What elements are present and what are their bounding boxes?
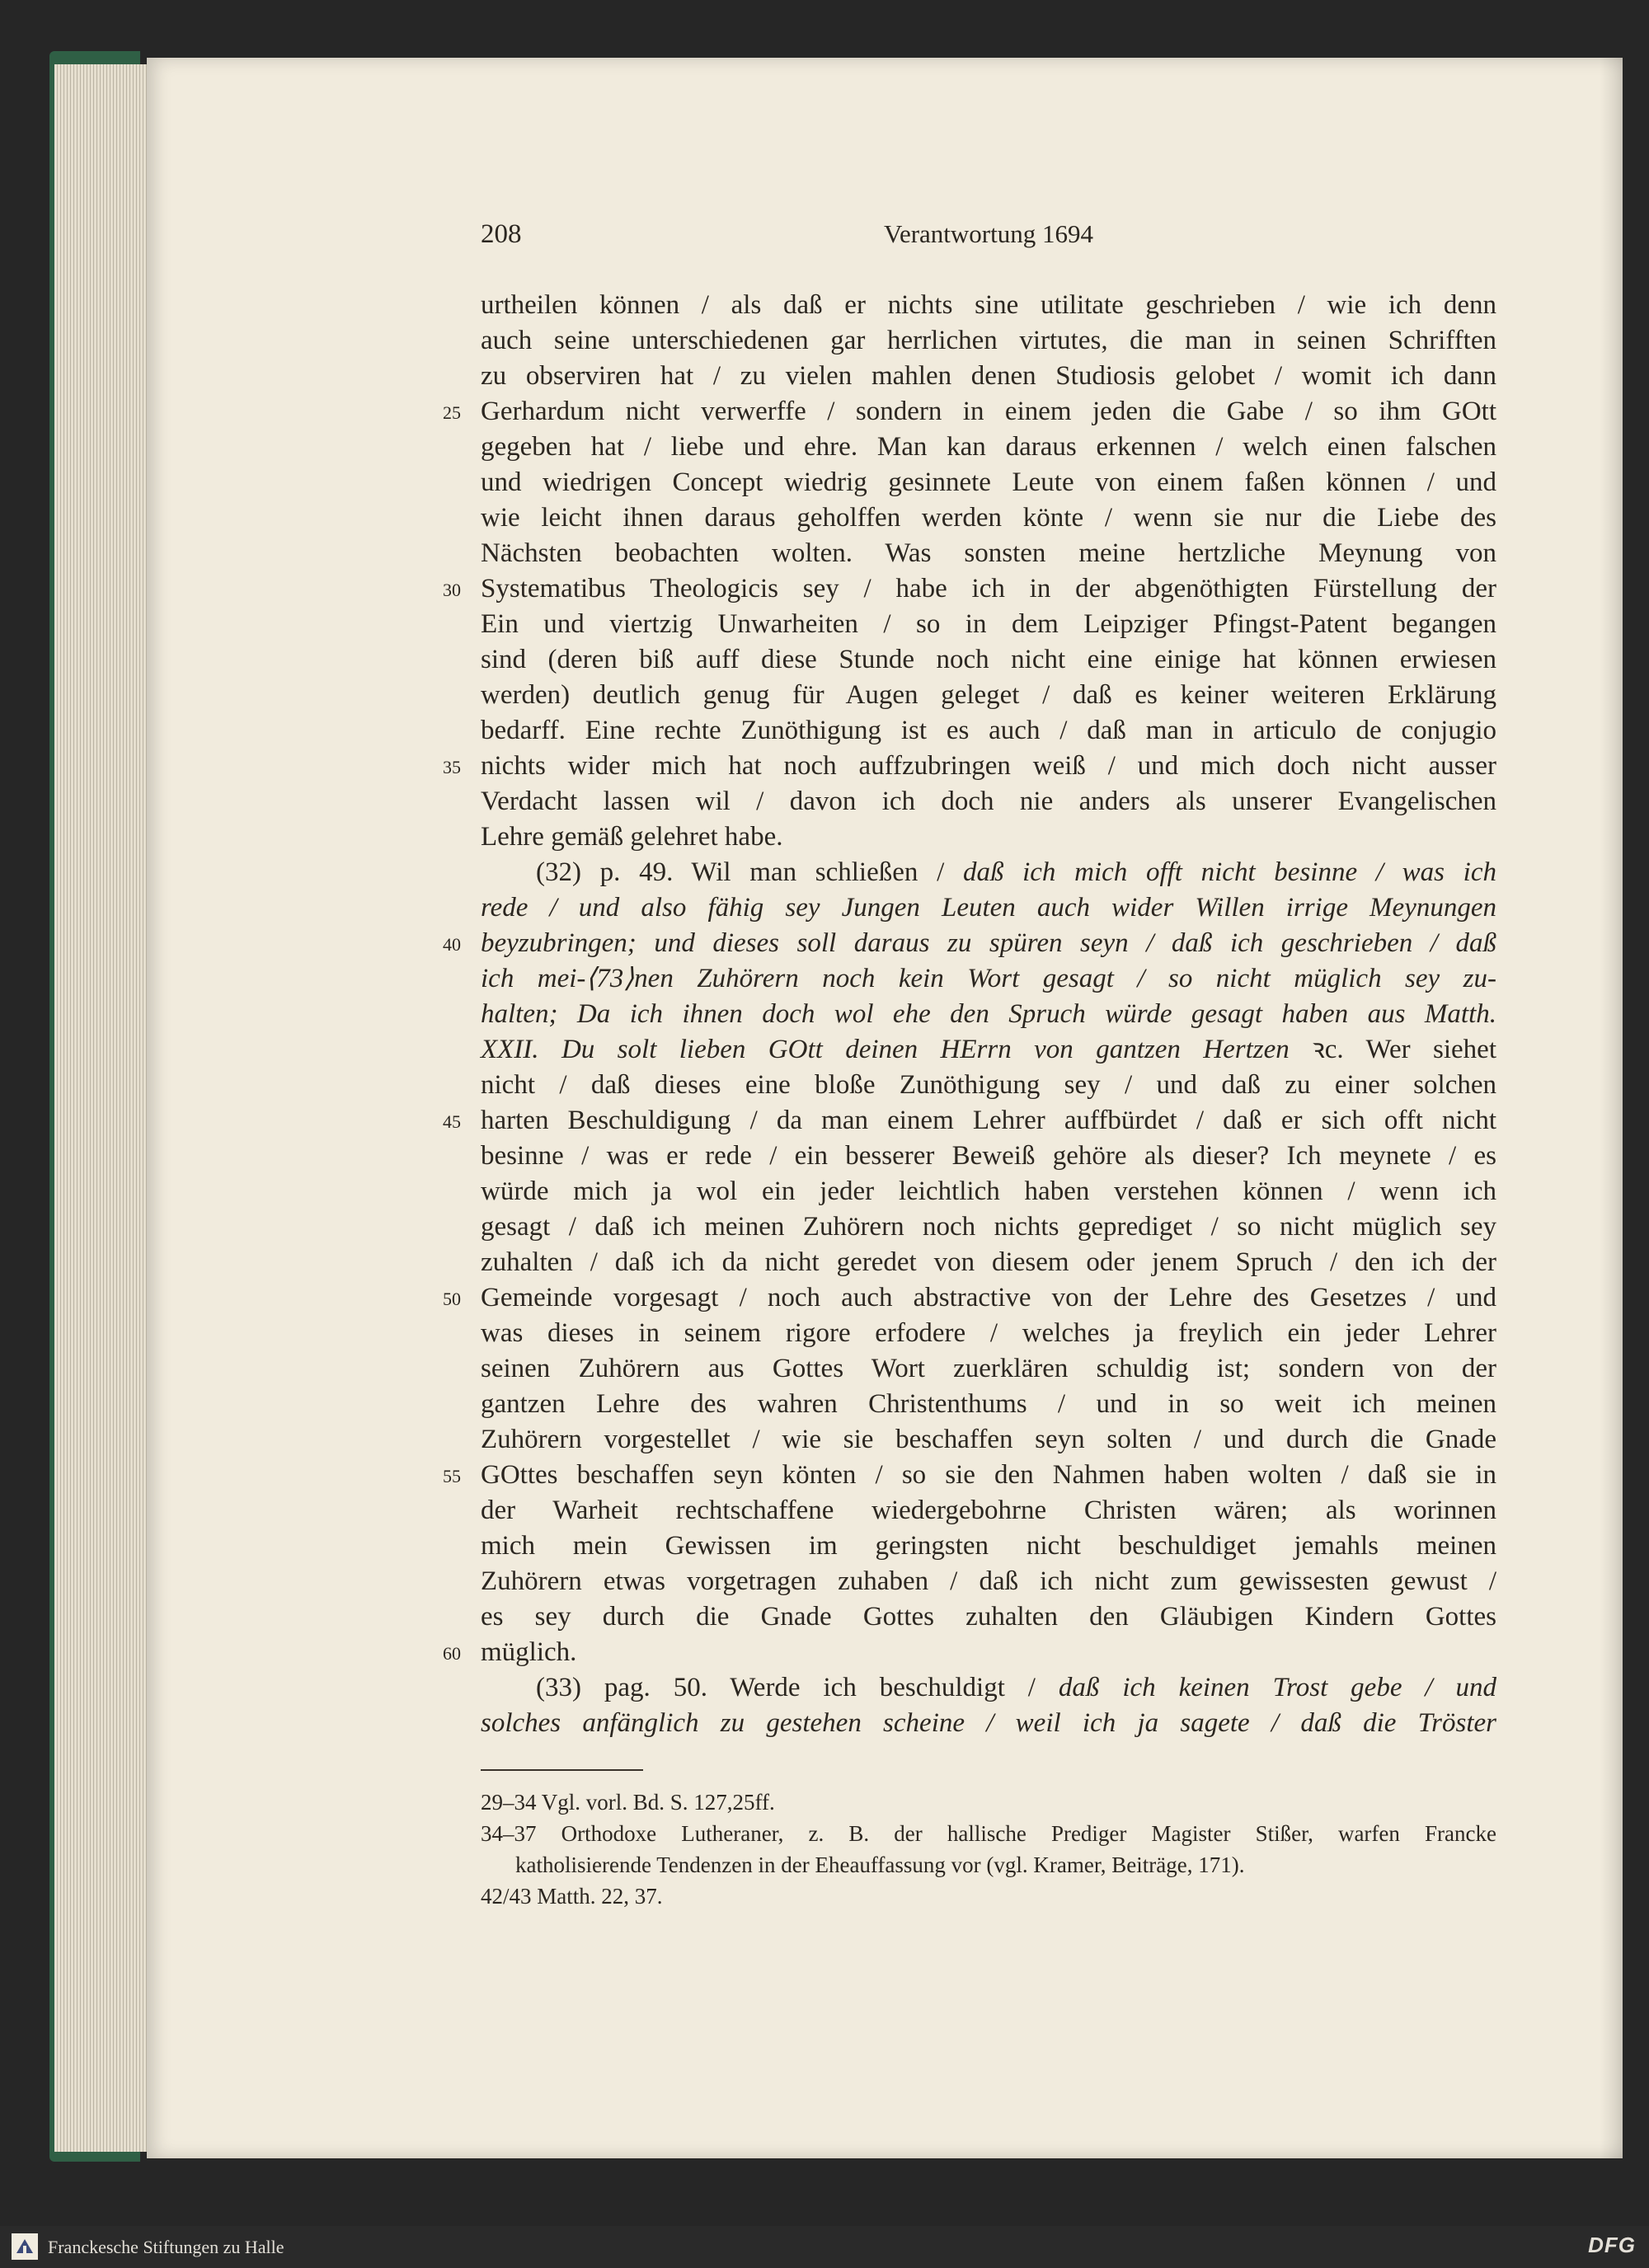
text-line: bedarff. Eine rechte Zunöthigung ist es auch / daß man in articulo de conjugio: [481, 716, 1496, 745]
text-line: Gerhardum nicht verwerffe / sondern in einem jeden die Gabe / so ihm GOtt: [481, 397, 1496, 426]
text-line: müglich.: [481, 1637, 577, 1667]
text-line: gesagt / daß ich meinen Zuhörern noch nichts geprediget / so nicht müglich sey: [481, 1212, 1496, 1242]
footnote-rule: [481, 1769, 643, 1771]
line-number: 55: [443, 1466, 461, 1486]
text-line: werden) deutlich genug für Augen geleget / daß es keiner weiteren Erklärung: [481, 680, 1496, 710]
text-line: nicht / daß dieses eine bloße Zunöthigung sey / und daß zu einer solchen: [481, 1070, 1496, 1100]
text-line: Verdacht lassen wil / davon ich doch nie anders als unserer Evangelischen: [481, 787, 1496, 816]
text-line: was dieses in seinem rigore erfodere / welches ja freylich ein jeder Lehrer: [481, 1318, 1496, 1348]
text-line: urtheilen können / als daß er nichts sine utilitate geschrieben / wie ich denn: [481, 290, 1496, 320]
text-line: GOttes beschaffen seyn könten / so sie den Nahmen haben wolten / daß sie in: [481, 1460, 1496, 1490]
page-shadow: [1600, 58, 1623, 2158]
text-line: harten Beschuldigung / da man einem Lehrer auffbürdet / daß er sich offt nicht: [481, 1106, 1496, 1135]
institution-name: Franckesche Stiftungen zu Halle: [48, 2237, 284, 2257]
text-line: auch seine unterschiedenen gar herrlichen virtutes, die man in seinen Schrifften: [481, 326, 1496, 355]
text-line: Lehre gemäß gelehret habe.: [481, 822, 783, 852]
text-line: Nächsten beobachten wolten. Was sonsten meine hertzliche Meynung von: [481, 538, 1496, 568]
line-number: 60: [443, 1643, 461, 1664]
footnote: 29–34 Vgl. vorl. Bd. S. 127,25ff.: [481, 1790, 775, 1815]
page-number: 208: [481, 219, 522, 249]
text-line: beyzubringen; und dieses soll daraus zu spüren seyn / daß ich geschrieben / daß: [481, 928, 1496, 958]
text-line: Gemeinde vorgesagt / noch auch abstractive von der Lehre des Gesetzes / und: [481, 1283, 1496, 1312]
text-line: halten; Da ich ihnen doch wol ehe den Spruch würde gesagt haben aus Matth.: [481, 999, 1496, 1029]
running-title: Verantwortung 1694: [884, 219, 1093, 248]
line-number: 30: [443, 580, 461, 600]
text-line: [481, 1671, 1496, 1704]
footnote-continuation: katholisierende Tendenzen in der Eheauffassung vor (vgl. Kramer, Beiträge, 171).: [515, 1852, 1245, 1877]
text-line: und wiedrigen Concept wiedrig gesinnete Leute von einem faßen können / und: [481, 467, 1496, 497]
text-line: der Warheit rechtschaffene wiedergebohrne Christen wären; als worinnen: [481, 1496, 1496, 1525]
line-number: 50: [443, 1289, 461, 1309]
text-line: [481, 856, 1496, 889]
line-number: 45: [443, 1111, 461, 1132]
text-line: wie leicht ihnen daraus geholffen werden könte / wenn sie nur die Liebe des: [481, 503, 1496, 533]
text-line: Ein und viertzig Unwarheiten / so in dem Leipziger Pfingst-Patent begangen: [481, 609, 1496, 639]
line-number: 35: [443, 757, 461, 777]
text-line: Systematibus Theologicis sey / habe ich in der abgenöthigten Fürstellung der: [481, 574, 1496, 603]
italic-span: XXII. Du solt lieben GOtt deinen HErrn von gantzen Hertzen: [481, 1035, 1313, 1064]
text-line: [481, 1033, 1496, 1066]
footnote: 42/43 Matth. 22, 37.: [481, 1884, 663, 1909]
italic-span: daß ich keinen Trost gebe / und: [1058, 1673, 1496, 1702]
text-line: besinne / was er rede / ein besserer Beweiß gehöre als dieser? Ich meynete / es: [481, 1141, 1496, 1171]
institution-logo-icon: [12, 2233, 38, 2260]
text-line: Zuhörern vorgestellet / wie sie beschaffen seyn solten / und durch die Gnade: [481, 1425, 1496, 1454]
text-line: rede / und also fähig sey Jungen Leuten auch wider Willen irrige Meynungen: [481, 893, 1496, 923]
text-line: seinen Zuhörern aus Gottes Wort zuerklären schuldig ist; sondern von der: [481, 1354, 1496, 1383]
text-line: ich mei-⟨73⟩nen Zuhörern noch kein Wort gesagt / so nicht müglich sey zu-: [481, 964, 1496, 993]
text-line: es sey durch die Gnade Gottes zuhalten den Gläubigen Kindern Gottes: [481, 1602, 1496, 1632]
text-line: nichts wider mich hat noch auffzubringen weiß / und mich doch nicht ausser: [481, 751, 1496, 781]
text-span: (33) pag. 50. Werde ich beschuldigt /: [536, 1673, 1059, 1702]
italic-span: daß ich mich offt nicht besinne / was ich: [962, 857, 1496, 887]
text-line: solches anfänglich zu gestehen scheine / weil ich ja sagete / daß die Tröster: [481, 1708, 1496, 1738]
text-line: sind (deren biß auff diese Stunde noch nicht eine einige hat können erwiesen: [481, 645, 1496, 674]
line-number: 40: [443, 934, 461, 955]
dfg-logo: DFG: [1588, 2233, 1636, 2257]
text-line: gegeben hat / liebe und ehre. Man kan daraus erkennen / welch einen falschen: [481, 432, 1496, 462]
line-number: 25: [443, 402, 461, 423]
text-line: würde mich ja wol ein jeder leichtlich haben verstehen können / wenn ich: [481, 1176, 1496, 1206]
page-edges: [54, 64, 153, 2152]
running-head: [481, 219, 1496, 259]
text-span: ꝛc. Wer siehet: [1312, 1035, 1497, 1064]
text-span: (32) p. 49. Wil man schließen /: [536, 857, 963, 887]
text-line: Zuhörern etwas vorgetragen zuhaben / daß ich nicht zum gewissesten gewust /: [481, 1566, 1496, 1596]
text-line: zuhalten / daß ich da nicht geredet von diesem oder jenem Spruch / den ich der: [481, 1247, 1496, 1277]
text-line: mich mein Gewissen im geringsten nicht beschuldiget jemahls meinen: [481, 1531, 1496, 1561]
text-line: gantzen Lehre des wahren Christenthums / und in so weit ich meinen: [481, 1389, 1496, 1419]
footnote: 34–37 Orthodoxe Lutheraner, z. B. der hallische Prediger Magister Stißer, warfen Francke: [481, 1821, 1496, 1846]
text-line: zu observiren hat / zu vielen mahlen denen Studiosis gelobet / womit ich dann: [481, 361, 1496, 391]
